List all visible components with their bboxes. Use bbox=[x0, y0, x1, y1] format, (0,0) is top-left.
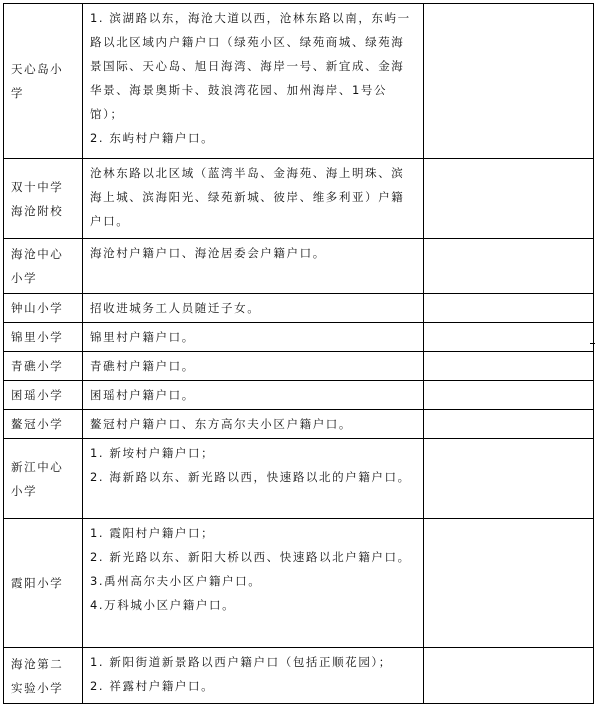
school-name: 青礁小学 bbox=[4, 352, 83, 381]
table-row bbox=[4, 352, 594, 381]
district-line: 锦里村户籍户口。 bbox=[90, 330, 195, 344]
table-row bbox=[4, 323, 594, 352]
district-line: 1. 霞阳村户籍户口； bbox=[90, 526, 215, 540]
school-name: 霞阳小学 bbox=[4, 519, 83, 648]
district-description bbox=[83, 4, 424, 159]
district-description bbox=[83, 294, 424, 323]
district-line: 1. 新垵村户籍户口； bbox=[90, 446, 215, 460]
empty-cell bbox=[424, 352, 594, 381]
district-line: 4.万科城小区户籍户口。 bbox=[90, 598, 236, 612]
table-row bbox=[4, 294, 594, 323]
empty-cell bbox=[424, 159, 594, 239]
district-line: 招收进城务工人员随迁子女。 bbox=[90, 301, 261, 315]
empty-cell bbox=[424, 410, 594, 439]
table-row bbox=[4, 648, 594, 704]
district-description bbox=[83, 352, 424, 381]
district-description bbox=[83, 439, 424, 519]
district-line: 海沧村户籍户口、海沧居委会户籍户口。 bbox=[90, 246, 326, 260]
enrollment-table bbox=[3, 3, 594, 704]
empty-cell bbox=[424, 648, 594, 704]
empty-cell bbox=[424, 519, 594, 648]
table-border-stub bbox=[590, 343, 595, 344]
district-description bbox=[83, 159, 424, 239]
table-row bbox=[4, 4, 594, 159]
district-line: 2. 东屿村户籍户口。 bbox=[90, 131, 215, 145]
district-line: 鳌冠村户籍户口、东方高尔夫小区户籍户口。 bbox=[90, 417, 352, 431]
district-line: 3.禹州高尔夫小区户籍户口。 bbox=[90, 574, 262, 588]
district-line: 1. 新阳街道新景路以西户籍户口（包括正顺花园）； bbox=[90, 655, 392, 669]
district-line: 青礁村户籍户口。 bbox=[90, 359, 195, 373]
district-description bbox=[83, 410, 424, 439]
empty-cell bbox=[424, 439, 594, 519]
district-line: 1. 滨湖路以东，海沧大道以西，沧林东路以南，东屿一路以北区域内户籍户口（绿苑小区、绿苑商城、绿苑海景国际、天心岛、旭日海湾、海岸一号、新宜成、金海华景、海景奥斯卡、鼓浪湾花园、加州海岸、1号公馆）； bbox=[90, 11, 411, 121]
school-name: 鳌冠小学 bbox=[4, 410, 83, 439]
district-description bbox=[83, 239, 424, 294]
district-line: 囷瑶村户籍户口。 bbox=[90, 388, 195, 402]
district-description bbox=[83, 323, 424, 352]
school-name: 海沧中心小学 bbox=[4, 239, 83, 294]
district-line: 2. 新光路以东、新阳大桥以西、快速路以北户籍户口。 bbox=[90, 550, 411, 564]
empty-cell bbox=[424, 239, 594, 294]
table-row bbox=[4, 439, 594, 519]
empty-cell bbox=[424, 381, 594, 410]
school-name: 海沧第二实验小学 bbox=[4, 648, 83, 704]
school-name: 囷瑶小学 bbox=[4, 381, 83, 410]
district-line: 沧林东路以北区域（蓝湾半岛、金海苑、海上明珠、滨海上城、滨海阳光、绿苑新城、彼岸、维多利亚）户籍户口。 bbox=[90, 166, 405, 228]
school-name: 天心岛小学 bbox=[4, 4, 83, 159]
school-name: 钟山小学 bbox=[4, 294, 83, 323]
district-line: 2. 海新路以东、新光路以西，快速路以北的户籍户口。 bbox=[90, 470, 411, 484]
table-row bbox=[4, 519, 594, 648]
district-description bbox=[83, 648, 424, 704]
table-row bbox=[4, 159, 594, 239]
school-name: 锦里小学 bbox=[4, 323, 83, 352]
school-name: 新江中心小学 bbox=[4, 439, 83, 519]
empty-cell bbox=[424, 4, 594, 159]
school-name: 双十中学海沧附校 bbox=[4, 159, 83, 239]
district-line: 2. 祥露村户籍户口。 bbox=[90, 679, 215, 693]
empty-cell bbox=[424, 323, 594, 352]
table-row bbox=[4, 410, 594, 439]
district-description bbox=[83, 381, 424, 410]
table-row bbox=[4, 381, 594, 410]
table-row bbox=[4, 239, 594, 294]
empty-cell bbox=[424, 294, 594, 323]
district-description bbox=[83, 519, 424, 648]
